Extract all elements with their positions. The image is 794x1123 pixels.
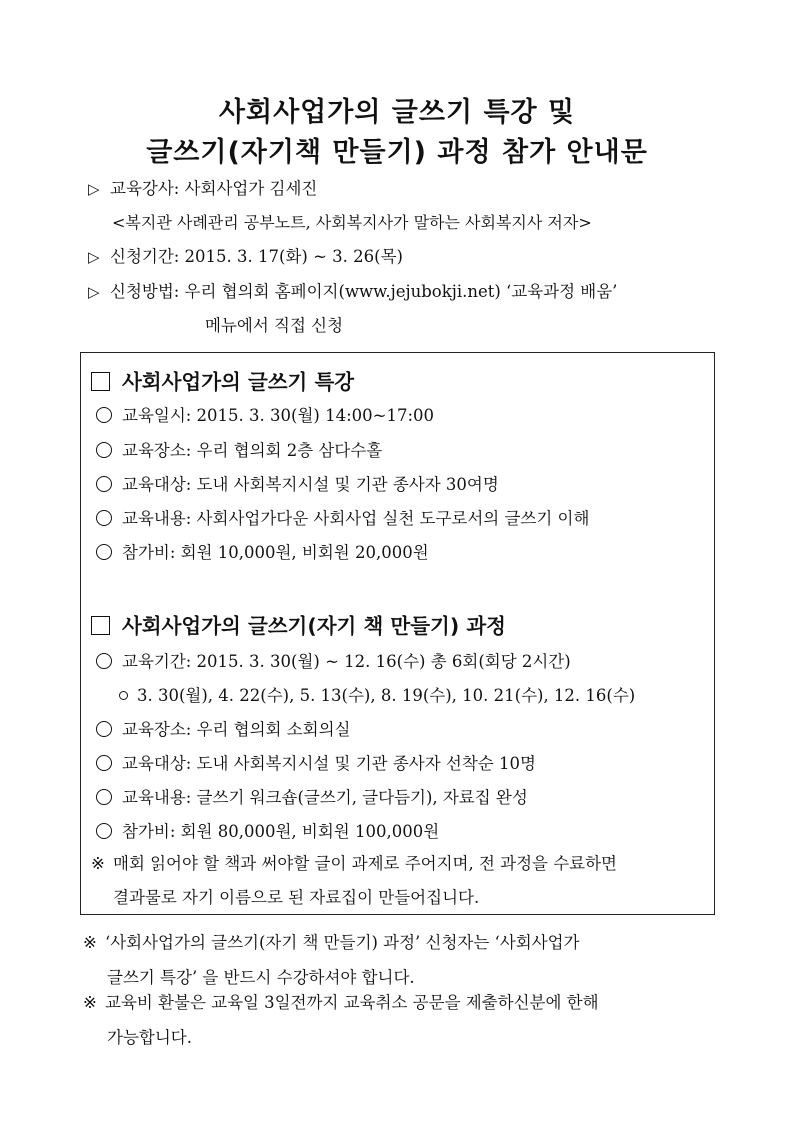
section1-heading (91, 365, 354, 395)
checkbox-square-icon (91, 616, 110, 635)
footnote-1-line2: 글쓰기 특강’ 을 반드시 수강하셔야 합니다. (107, 968, 415, 987)
instructor-line (88, 178, 317, 200)
circle-bullet-icon (96, 789, 112, 805)
footnote-2 (83, 985, 723, 1055)
application-method-text: 신청방법: 우리 협의회 홈페이지(www.jejubokji.net) ‘교육과정 배움’ (110, 282, 618, 301)
reference-mark-icon: ※ (83, 933, 97, 952)
reference-mark-icon: ※ (83, 993, 97, 1012)
section2-item-target: 교육대상: 도내 사회복지시설 및 기관 종사자 선착순 10명 (96, 753, 536, 775)
section1-item-place: 교육장소: 우리 협의회 2층 삼다수홀 (96, 440, 382, 462)
circle-bullet-icon (96, 755, 112, 771)
section1-item-content: 교육내용: 사회사업가다운 사회사업 실천 도구로서의 글쓰기 이해 (96, 508, 589, 530)
section1-item-fee: 참가비: 회원 10,000원, 비회원 20,000원 (96, 542, 429, 564)
footnote-1-line1: ‘사회사업가의 글쓰기(자기 책 만들기) 과정’ 신청자는 ‘사회사업가 (105, 933, 580, 952)
circle-bullet-icon (96, 653, 112, 669)
circle-bullet-icon (96, 476, 112, 492)
application-period-line (88, 246, 403, 268)
course-info-box (80, 352, 715, 915)
circle-bullet-icon (96, 510, 112, 526)
document-title-line1: 사회사업가의 글쓰기 특강 및 (218, 97, 576, 128)
section1-item-datetime: 교육일시: 2015. 3. 30(월) 14:00~17:00 (96, 405, 434, 427)
section2-note-line1: ※ 매회 읽어야 할 책과 써야할 글이 과제로 주어지며, 전 과정을 수료하면 (91, 854, 617, 873)
footnote-2-line2: 가능합니다. (107, 1028, 192, 1047)
section1-title: 사회사업가의 글쓰기 특강 (122, 370, 355, 394)
small-circle-bullet-icon (119, 691, 128, 700)
section2-heading (91, 609, 506, 639)
instructor-note: <복지관 사례관리 공부노트, 사회복지사가 말하는 사회복지사 저자> (112, 213, 592, 232)
reference-mark-icon: ※ (91, 854, 105, 873)
application-method-line (88, 281, 617, 303)
instructor-text: 교육강사: 사회사업가 김세진 (110, 179, 318, 198)
section2-item-place: 교육장소: 우리 협의회 소회의실 (96, 719, 351, 741)
section1-item-target: 교육대상: 도내 사회복지시설 및 기관 종사자 30여명 (96, 474, 499, 496)
triangle-bullet-icon: ▷ (88, 248, 100, 266)
section2-item-dates: 3. 30(월), 4. 22(수), 5. 13(수), 8. 19(수), 10. 21(수), 12. 16(수) (119, 685, 635, 707)
circle-bullet-icon (96, 823, 112, 839)
checkbox-square-icon (91, 372, 110, 391)
section2-item-fee: 참가비: 회원 80,000원, 비회원 100,000원 (96, 821, 439, 843)
section2-note-line2: 결과물로 자기 이름으로 된 자료집이 만들어집니다. (113, 888, 480, 907)
section2-item-period: 교육기간: 2015. 3. 30(월) ~ 12. 16(수) 총 6회(회당 2시간) (96, 651, 571, 673)
circle-bullet-icon (96, 442, 112, 458)
section2-title: 사회사업가의 글쓰기(자기 책 만들기) 과정 (122, 614, 506, 638)
circle-bullet-icon (96, 544, 112, 560)
section2-item-content: 교육내용: 글쓰기 워크숍(글쓰기, 글다듬기), 자료집 완성 (96, 787, 528, 809)
application-method-continued: 메뉴에서 직접 신청 (205, 316, 344, 335)
footnote-2-line1: 교육비 환불은 교육일 3일전까지 교육취소 공문을 제출하신분에 한해 (105, 993, 599, 1012)
circle-bullet-icon (96, 721, 112, 737)
document-title-line2: 글쓰기(자기책 만들기) 과정 참가 안내문 (146, 137, 648, 168)
circle-bullet-icon (96, 407, 112, 423)
triangle-bullet-icon: ▷ (88, 180, 100, 198)
application-period-text: 신청기간: 2015. 3. 17(화) ~ 3. 26(목) (110, 247, 403, 266)
triangle-bullet-icon: ▷ (88, 283, 100, 301)
